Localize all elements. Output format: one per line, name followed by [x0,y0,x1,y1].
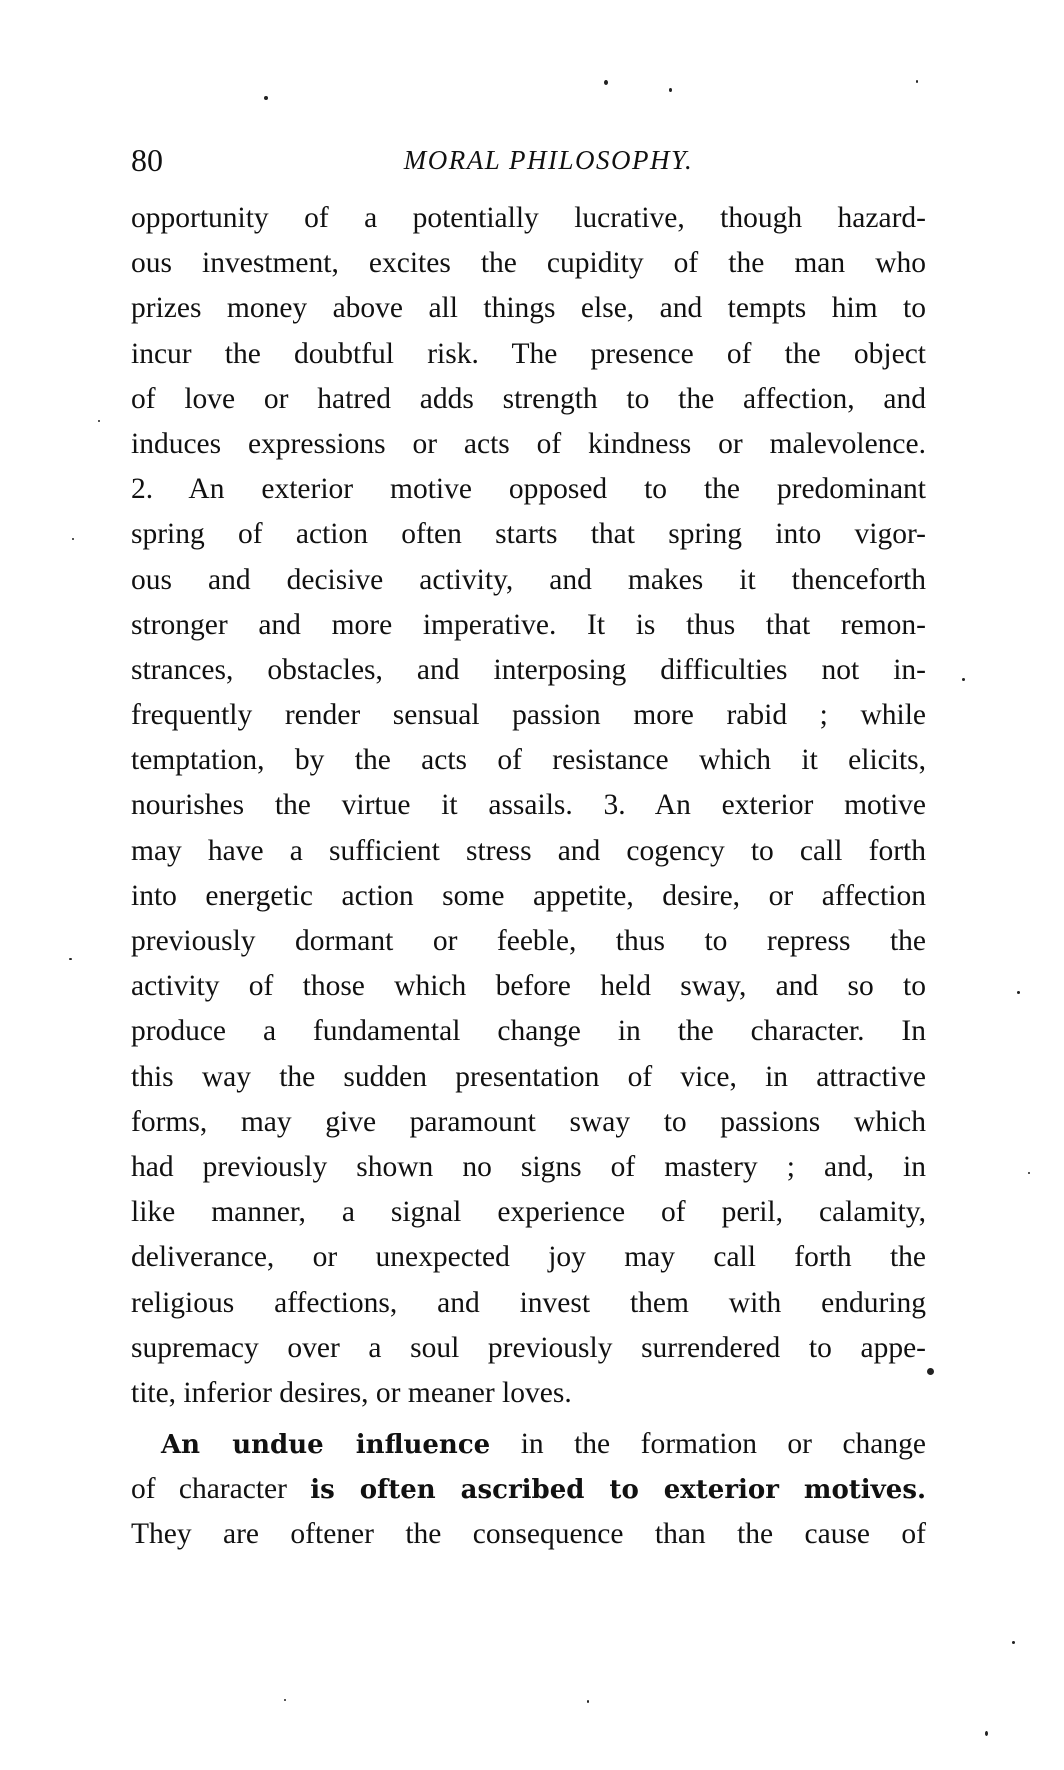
page-number: 80 [131,142,163,178]
scan-speck [264,96,268,100]
text-line: induces expressions or acts of kindness or malevolence. [131,427,926,460]
text-run: in the formation or change [490,1428,926,1461]
running-head [131,140,926,180]
bold-phrase: is often ascribed to exterior motives. [310,1475,927,1506]
text-line: previously dormant or feeble, thus to repress the [131,925,926,957]
text-line: like manner, a signal experience of peril, calamity, [131,1196,926,1229]
text-line: They are oftener the consequence than the cause of [131,1518,926,1551]
text-line: strances, obstacles, and interposing difficulties not in- [131,653,926,686]
text-line [131,1422,926,1467]
scan-speck [604,80,608,85]
running-title: MORAL PHILOSOPHY. [403,145,694,175]
text-line: tite, inferior desires, or meaner loves. [131,1376,572,1409]
text-line [131,1467,926,1512]
text-line: produce a fundamental change in the character. In [131,1015,926,1048]
text-line: stronger and more imperative. It is thus that remon- [131,608,926,641]
scan-speck [284,1699,286,1701]
text-line: 2. An exterior motive opposed to the predominant [131,473,926,506]
text-line: into energetic action some appetite, desire, or affection [131,879,926,912]
text-line: activity of those which before held sway, and so to [131,970,926,1003]
text-line: opportunity of a potentially lucrative, though hazard- [131,202,926,234]
text-line: temptation, by the acts of resistance which it elicits, [131,744,926,777]
text-line: prizes money above all things else, and tempts him to [131,292,926,325]
bold-phrase: An undue influence [161,1430,491,1461]
scan-speck [1017,991,1020,994]
scan-speck [927,1368,934,1375]
scan-speck [98,420,100,422]
text-line: had previously shown no signs of mastery ; and, in [131,1150,926,1183]
scan-speck [69,958,72,960]
text-line: ous investment, excites the cupidity of the man who [131,247,926,280]
scan-speck [985,1731,988,1736]
scan-speck [962,678,965,681]
text-line: may have a sufficient stress and cogency to call forth [131,834,926,867]
scan-speck [72,538,74,540]
text-line: this way the sudden presentation of vice, in attractive [131,1060,926,1093]
scan-speck [1012,1641,1015,1644]
text-line: incur the doubtful risk. The presence of the object [131,337,926,370]
scan-speck [1028,1172,1030,1174]
text-line: forms, may give paramount sway to passions which [131,1105,926,1138]
text-line: frequently render sensual passion more rabid ; while [131,699,926,732]
text-line: deliverance, or unexpected joy may call forth the [131,1241,926,1274]
body-text [131,196,926,1558]
scan-speck [669,88,672,92]
text-line: spring of action often starts that spring into vigor- [131,518,926,551]
text-line: nourishes the virtue it assails. 3. An exterior motive [131,789,926,822]
text-line: ous and decisive activity, and makes it thenceforth [131,563,926,596]
text-run: of character [131,1473,311,1506]
text-line: of love or hatred adds strength to the affection, and [131,382,926,415]
scan-speck [587,1700,589,1703]
text-line: supremacy over a soul previously surrendered to appe- [131,1331,926,1364]
scan-speck [916,80,918,83]
text-line: religious affections, and invest them with enduring [131,1286,926,1319]
